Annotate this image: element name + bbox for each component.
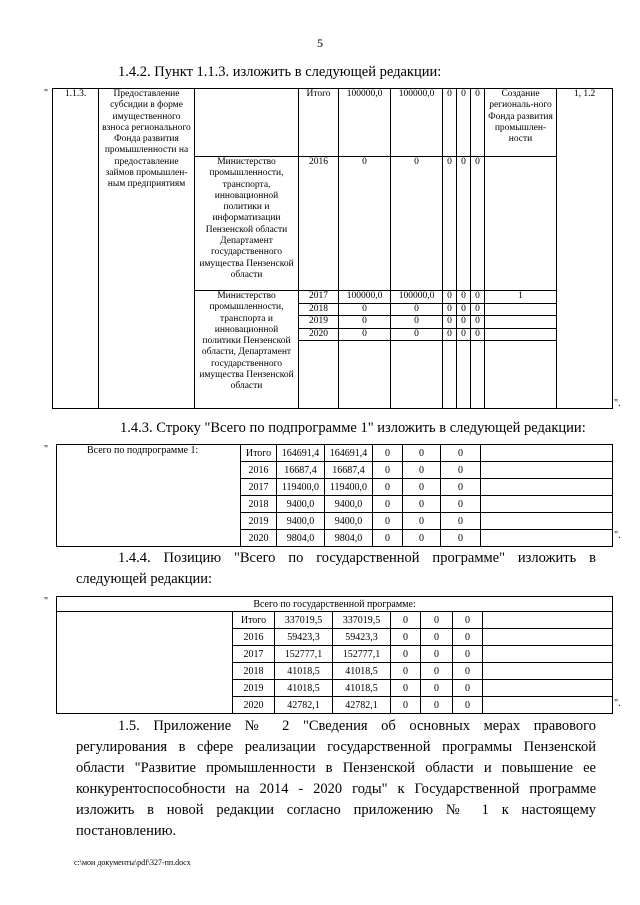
row-regional: 41018,5 xyxy=(333,680,391,697)
row-a: 0 xyxy=(373,445,403,462)
row-b: 0 xyxy=(403,462,441,479)
row-total: 100000,0 xyxy=(339,291,391,304)
row-c: 0 xyxy=(471,316,485,328)
row-regional: 42782,1 xyxy=(333,697,391,714)
row-b: 0 xyxy=(421,612,453,629)
row-b: 0 xyxy=(421,663,453,680)
quote-open: " xyxy=(44,88,49,99)
row-year: 2018 xyxy=(299,304,339,316)
row-year: 2017 xyxy=(299,291,339,304)
row-c: 0 xyxy=(471,291,485,304)
row-c: 0 xyxy=(453,680,483,697)
row-c: 0 xyxy=(471,304,485,316)
row-total: 0 xyxy=(339,157,391,291)
row-a: 0 xyxy=(373,530,403,547)
row-regional: 164691,4 xyxy=(325,445,373,462)
row-year: 2019 xyxy=(241,513,277,530)
row-regional: 16687,4 xyxy=(325,462,373,479)
row-regional: 59423,3 xyxy=(333,629,391,646)
executor-1: Министерство промышленности, транспорта, инновационной политики и информатизации Пензенской области Департамент государственного имущества Пензенской области xyxy=(195,157,299,291)
row-total: 59423,3 xyxy=(275,629,333,646)
row-c: 0 xyxy=(441,530,481,547)
row-a: 0 xyxy=(443,304,457,316)
row-year: 2017 xyxy=(233,646,275,663)
row-year: 2018 xyxy=(241,496,277,513)
row-a: 0 xyxy=(443,328,457,340)
row-b: 0 xyxy=(457,316,471,328)
row-indicator: 1 xyxy=(485,291,557,304)
expected-result: Создание региональ-ного Фонда развития промышлен-ности xyxy=(485,89,557,157)
row-total: 41018,5 xyxy=(275,663,333,680)
row-year: 2019 xyxy=(233,680,275,697)
row-total: 100000,0 xyxy=(339,89,391,157)
measure-number: 1.1.3. xyxy=(53,89,99,409)
row-total: 16687,4 xyxy=(277,462,325,479)
row-a: 0 xyxy=(373,513,403,530)
measure-name: Предоставление субсидии в форме имущественного взноса регионального Фонда развития промышленности на предоставление займов промышлен-ным предприятиям xyxy=(99,89,195,409)
row-year: 2020 xyxy=(233,697,275,714)
quote-close: ". xyxy=(614,398,621,409)
row-total: 152777,1 xyxy=(275,646,333,663)
heading-1-4-4-text: 1.4.4. Позицию "Всего по государственной программе" изложить в следующей редакции: xyxy=(76,550,596,587)
row-a: 0 xyxy=(391,629,421,646)
row-c: 0 xyxy=(453,612,483,629)
quote-open: " xyxy=(44,444,49,455)
indicator-link: 1, 1.2 xyxy=(557,89,613,409)
row-a: 0 xyxy=(391,663,421,680)
row-b: 0 xyxy=(403,496,441,513)
row-regional: 337019,5 xyxy=(333,612,391,629)
executor-2: Министерство промышленности, транспорта и инновационной политики Пензенской области, Департамент государственного имущества Пензенской области xyxy=(195,291,299,409)
row-a: 0 xyxy=(373,479,403,496)
row-year: 2018 xyxy=(233,663,275,680)
quote-open: " xyxy=(44,596,49,607)
row-c: 0 xyxy=(453,697,483,714)
row-b: 0 xyxy=(457,328,471,340)
row-a: 0 xyxy=(443,291,457,304)
row-total: 164691,4 xyxy=(277,445,325,462)
row-a: 0 xyxy=(373,462,403,479)
row-year: 2020 xyxy=(241,530,277,547)
row-c: 0 xyxy=(453,663,483,680)
row-total: 9804,0 xyxy=(277,530,325,547)
table-measure-1-1-3 xyxy=(52,88,613,409)
row-c: 0 xyxy=(441,479,481,496)
row-a: 0 xyxy=(373,496,403,513)
row-total: 0 xyxy=(339,328,391,340)
row-b: 0 xyxy=(457,304,471,316)
row-b: 0 xyxy=(457,291,471,304)
row-c: 0 xyxy=(441,513,481,530)
paragraph-1-5-text: 1.5. Приложение № 2 "Сведения об основных мерах правового регулирования в сфере реализации государственной программы Пензенской области "Развитие промышленности в Пензенской области и повышение ее конкурентоспособности на 2014 - 2020 годы" к Государственной программе изложить в новой редакции согласно приложению № 1 к настоящему постановлению. xyxy=(76,718,596,839)
paragraph-1-5 xyxy=(76,716,596,842)
row-total: 337019,5 xyxy=(275,612,333,629)
row-c: 0 xyxy=(441,496,481,513)
row-a: 0 xyxy=(391,646,421,663)
row-b: 0 xyxy=(421,697,453,714)
row-total: 119400,0 xyxy=(277,479,325,496)
row-regional: 100000,0 xyxy=(391,89,443,157)
row-b: 0 xyxy=(403,513,441,530)
row-regional: 119400,0 xyxy=(325,479,373,496)
row-b: 0 xyxy=(403,479,441,496)
row-c: 0 xyxy=(471,89,485,157)
row-year: 2017 xyxy=(241,479,277,496)
quote-close: ". xyxy=(614,698,621,709)
row-a: 0 xyxy=(443,89,457,157)
row-b: 0 xyxy=(421,646,453,663)
subprogram-label: Всего по подпрограмме 1: xyxy=(57,445,241,547)
row-b: 0 xyxy=(457,89,471,157)
table-subprogram-1-total xyxy=(56,444,613,547)
row-b: 0 xyxy=(457,157,471,291)
row-a: 0 xyxy=(443,316,457,328)
row-regional: 100000,0 xyxy=(391,291,443,304)
heading-1-4-2: 1.4.2. Пункт 1.1.3. изложить в следующей редакции: xyxy=(118,64,442,80)
row-c: 0 xyxy=(471,328,485,340)
row-a: 0 xyxy=(391,680,421,697)
row-c: 0 xyxy=(441,462,481,479)
row-a: 0 xyxy=(391,612,421,629)
row-year: 2016 xyxy=(233,629,275,646)
row-year: Итого xyxy=(241,445,277,462)
heading-1-4-3: 1.4.3. Строку "Всего по подпрограмме 1" изложить в следующей редакции: xyxy=(120,420,586,436)
state-program-label: Всего по государственной программе: xyxy=(57,597,613,612)
row-total: 9400,0 xyxy=(277,496,325,513)
quote-close: ". xyxy=(614,530,621,541)
row-a: 0 xyxy=(443,157,457,291)
row-regional: 0 xyxy=(391,157,443,291)
row-year: 2016 xyxy=(241,462,277,479)
row-year: Итого xyxy=(233,612,275,629)
row-b: 0 xyxy=(421,680,453,697)
page-number: 5 xyxy=(317,36,323,50)
row-year: 2020 xyxy=(299,328,339,340)
row-regional: 41018,5 xyxy=(333,663,391,680)
row-total: 41018,5 xyxy=(275,680,333,697)
footer-file-path: c:\мои документы\pdf\327-пп.docx xyxy=(74,858,191,867)
row-c: 0 xyxy=(453,629,483,646)
row-regional: 9400,0 xyxy=(325,513,373,530)
table-state-program-total xyxy=(56,596,613,714)
row-total: 0 xyxy=(339,304,391,316)
row-regional: 152777,1 xyxy=(333,646,391,663)
row-year: Итого xyxy=(299,89,339,157)
row-regional: 9804,0 xyxy=(325,530,373,547)
row-c: 0 xyxy=(453,646,483,663)
row-total: 0 xyxy=(339,316,391,328)
heading-1-4-4 xyxy=(76,548,596,590)
row-total: 42782,1 xyxy=(275,697,333,714)
row-a: 0 xyxy=(391,697,421,714)
row-c: 0 xyxy=(471,157,485,291)
row-b: 0 xyxy=(421,629,453,646)
row-total: 9400,0 xyxy=(277,513,325,530)
row-regional: 0 xyxy=(391,328,443,340)
row-b: 0 xyxy=(403,445,441,462)
row-year: 2016 xyxy=(299,157,339,291)
row-regional: 0 xyxy=(391,304,443,316)
row-b: 0 xyxy=(403,530,441,547)
row-c: 0 xyxy=(441,445,481,462)
row-regional: 9400,0 xyxy=(325,496,373,513)
row-year: 2019 xyxy=(299,316,339,328)
row-regional: 0 xyxy=(391,316,443,328)
